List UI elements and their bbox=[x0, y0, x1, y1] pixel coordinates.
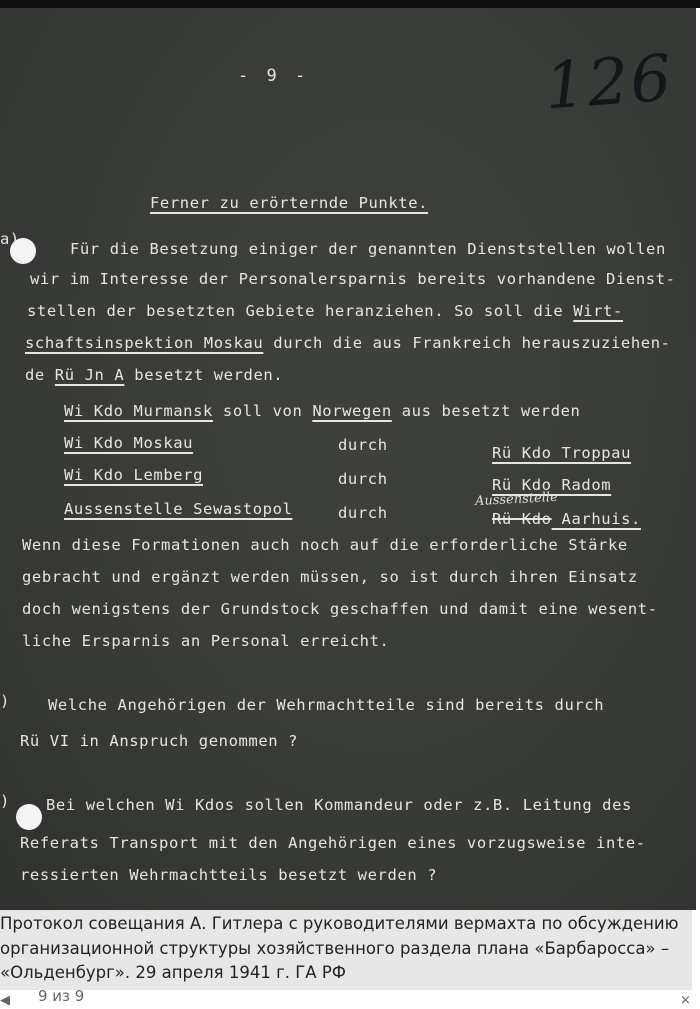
marker-c: ) bbox=[0, 792, 10, 810]
row-mid: durch bbox=[338, 436, 388, 454]
caption-text: Протокол совещания А. Гитлера с руководителями вермахта по обсуждению организационной структуры хозяйственного раздела плана «Барбаросса» – «Ольденбург». 29 апреля 1941 г. ГА РФ bbox=[0, 914, 679, 982]
text-fragment: Wirt- bbox=[573, 302, 623, 320]
row-right: Rü Kdo Radom bbox=[492, 476, 612, 494]
text-fragment: Wi Kdo Murmansk bbox=[64, 402, 213, 420]
para-c-line: Referats Transport mit den Angehörigen eines vorzugsweise inte- bbox=[20, 834, 646, 852]
para-a-line bbox=[25, 366, 283, 384]
archive-number: 126 bbox=[542, 41, 676, 125]
marker-a: a) bbox=[0, 230, 20, 248]
page-number: - 9 - bbox=[238, 66, 310, 86]
close-icon[interactable]: × bbox=[680, 993, 691, 1008]
marker-b: ) bbox=[0, 692, 10, 710]
row-left: Aussenstelle Sewastopol bbox=[64, 500, 293, 518]
punch-hole bbox=[16, 804, 42, 830]
para-b-line: Rü VI in Anspruch genommen ? bbox=[20, 732, 299, 750]
text-fragment: Rü Jn A bbox=[54, 366, 125, 384]
row-right bbox=[492, 510, 641, 528]
text-fragment: Norwegen bbox=[312, 402, 392, 420]
para-a-line bbox=[27, 302, 623, 320]
text-fragment: durch die aus Frankreich herauszuziehen- bbox=[263, 334, 671, 352]
text-fragment: schaftsinspektion Moskau bbox=[25, 334, 264, 352]
para-c-line: ressierten Wehrmachtteils besetzt werden ? bbox=[20, 866, 438, 884]
row-left: Wi Kdo Moskau bbox=[64, 434, 194, 452]
text-fragment: Aarhuis. bbox=[551, 510, 641, 528]
para-a2-line: liche Ersparnis an Personal erreicht. bbox=[22, 632, 390, 650]
text-fragment: stellen der besetzten Gebiete heranziehen. So soll die bbox=[27, 302, 574, 320]
text-fragment: aus besetzt werden bbox=[391, 402, 581, 420]
row-left: Wi Kdo Lemberg bbox=[64, 466, 204, 484]
row-mid: durch bbox=[338, 470, 388, 488]
para-b-line: Welche Angehörigen der Wehrmachtteile sind bereits durch bbox=[48, 696, 605, 714]
para-a-line: Für die Besetzung einiger der genannten Dienststellen wollen bbox=[70, 240, 666, 258]
para-a2-line: doch wenigstens der Grundstock geschaffen und damit eine wesent- bbox=[22, 600, 658, 618]
top-bar bbox=[0, 0, 700, 8]
text-fragment: besetzt werden. bbox=[124, 366, 284, 384]
document-scan bbox=[0, 8, 696, 910]
para-a-line bbox=[25, 334, 671, 352]
gallery-counter: 9 из 9 bbox=[38, 987, 85, 1005]
para-a2-line: Wenn diese Formationen auch noch auf die erforderliche Stärke bbox=[22, 536, 628, 554]
arrow-left-icon[interactable]: ◀ bbox=[0, 993, 10, 1008]
row-right: Rü Kdo Troppau bbox=[492, 444, 632, 462]
section-heading: Ferner zu erörternde Punkte. bbox=[150, 194, 429, 212]
para-a2-line: gebracht und ergänzt werden müssen, so ist durch ihren Einsatz bbox=[22, 568, 638, 586]
text-fragment: Rü Kdo bbox=[492, 510, 552, 528]
para-a-line: wir im Interesse der Personalersparnis bereits vorhandene Dienst- bbox=[30, 270, 676, 288]
row-mid: durch bbox=[338, 504, 388, 522]
murmansk-line bbox=[64, 402, 581, 420]
image-caption bbox=[0, 910, 692, 990]
text-fragment: soll von bbox=[212, 402, 313, 420]
handwritten-correction: Aussenstelle bbox=[474, 489, 559, 510]
para-c-line: Bei welchen Wi Kdos sollen Kommandeur oder z.B. Leitung des bbox=[46, 796, 632, 814]
text-fragment: de bbox=[25, 366, 55, 384]
